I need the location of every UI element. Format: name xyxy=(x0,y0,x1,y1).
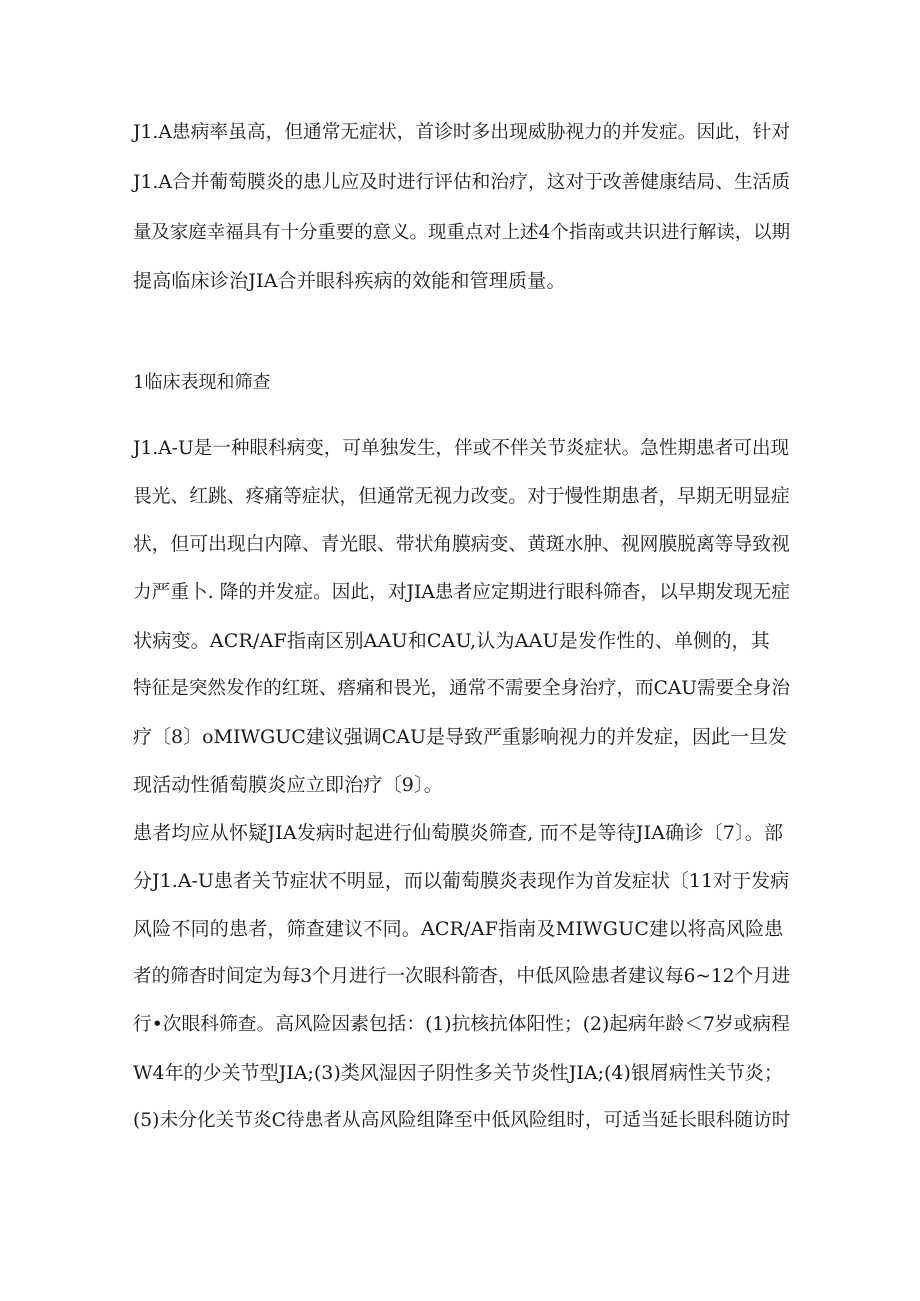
paragraph-2-line-1: J1.A-U是一种眼科病变，可单独发生，伴或不伴关节炎症状。急性期患者可出现 xyxy=(133,438,790,459)
paragraph-2-line-6: 特征是突然发作的红斑、瘩痛和畏光，通常不需要全身治疗，而CAU需要全身治 xyxy=(133,678,790,699)
paragraph-1-line-1: J1.A患病率虽高，但通常无症状，首诊时多出现威胁视力的并发症。因此，针对 xyxy=(133,122,791,143)
section-heading: 1临床表现和筛查 xyxy=(133,372,271,393)
paragraph-3-line-4: 者的筛杳时间定为每3个月进行一次眼科箭杳，中低风险患者建议每6~12个月进 xyxy=(133,966,791,987)
paragraph-2-line-3: 状，但可出现白内障、青光眼、带状角膜病变、黄斑水肿、视网膜脱离等导致视 xyxy=(133,534,790,555)
paragraph-1-line-3: 量及家庭幸福具有十分重要的意义。现重点对上述4个指南或共识进行解读，以期 xyxy=(133,222,791,243)
paragraph-3-line-7: (5)未分化关节炎C待患者从高风险组降至中低风险组时，可适当延长眼科随访时 xyxy=(133,1110,791,1131)
paragraph-2-line-2: 畏光、红跳、疼痛等症状，但通常无视力改变。对于慢性期患者，早期无明显症 xyxy=(133,486,790,507)
paragraph-3-line-6: W4年的少关节型JIA;(3)类风湿因子阴性多关节炎性JIA;(4)银屑病性关节炎； xyxy=(133,1062,783,1084)
paragraph-2-line-5: 状病变。ACR/AF指南区别AAU和CAU,认为AAU是发作性的、单侧的，其 xyxy=(133,630,770,652)
paragraph-1-line-2: J1.A合并葡萄膜炎的患儿应及时进行评估和治疗，这对于改善健康结局、生活质 xyxy=(133,172,791,193)
paragraph-3-line-2: 分J1.A-U患者关节症状不明显，而以葡萄膜炎表现作为首发症状〔11对于发病 xyxy=(133,870,790,892)
paragraph-2-line-8: 现活动性循萄膜炎应立即治疗〔9〕。 xyxy=(133,774,443,796)
paragraph-3-line-5: 行•次眼科筛查。高风险因素包括：(1)抗核抗体阳性；(2)起病年龄＜7岁或病程 xyxy=(133,1014,790,1035)
paragraph-2-line-7: 疗〔8〕oMIWGUC建议强调CAU是导致严重影响视力的并发症，因此一旦发 xyxy=(133,726,788,748)
paragraph-2-line-4: 力严重卜. 降的并发症。因此，对JIA患者应定期进行眼科筛杳，以早期发现无症 xyxy=(133,582,790,603)
paragraph-3-line-3: 风险不同的患者，筛查建议不同。ACR/AF指南及MIWGUC建以将高风险患 xyxy=(133,918,784,940)
paragraph-1-line-4: 提高临床诊治JIA合并眼科疾病的效能和管理质量。 xyxy=(133,270,566,292)
paragraph-3-line-1: 患者均应从怀疑JIA发病时起进行仙萄膜炎筛查, 而不是等待JIA确诊〔7〕。部 xyxy=(133,822,784,844)
